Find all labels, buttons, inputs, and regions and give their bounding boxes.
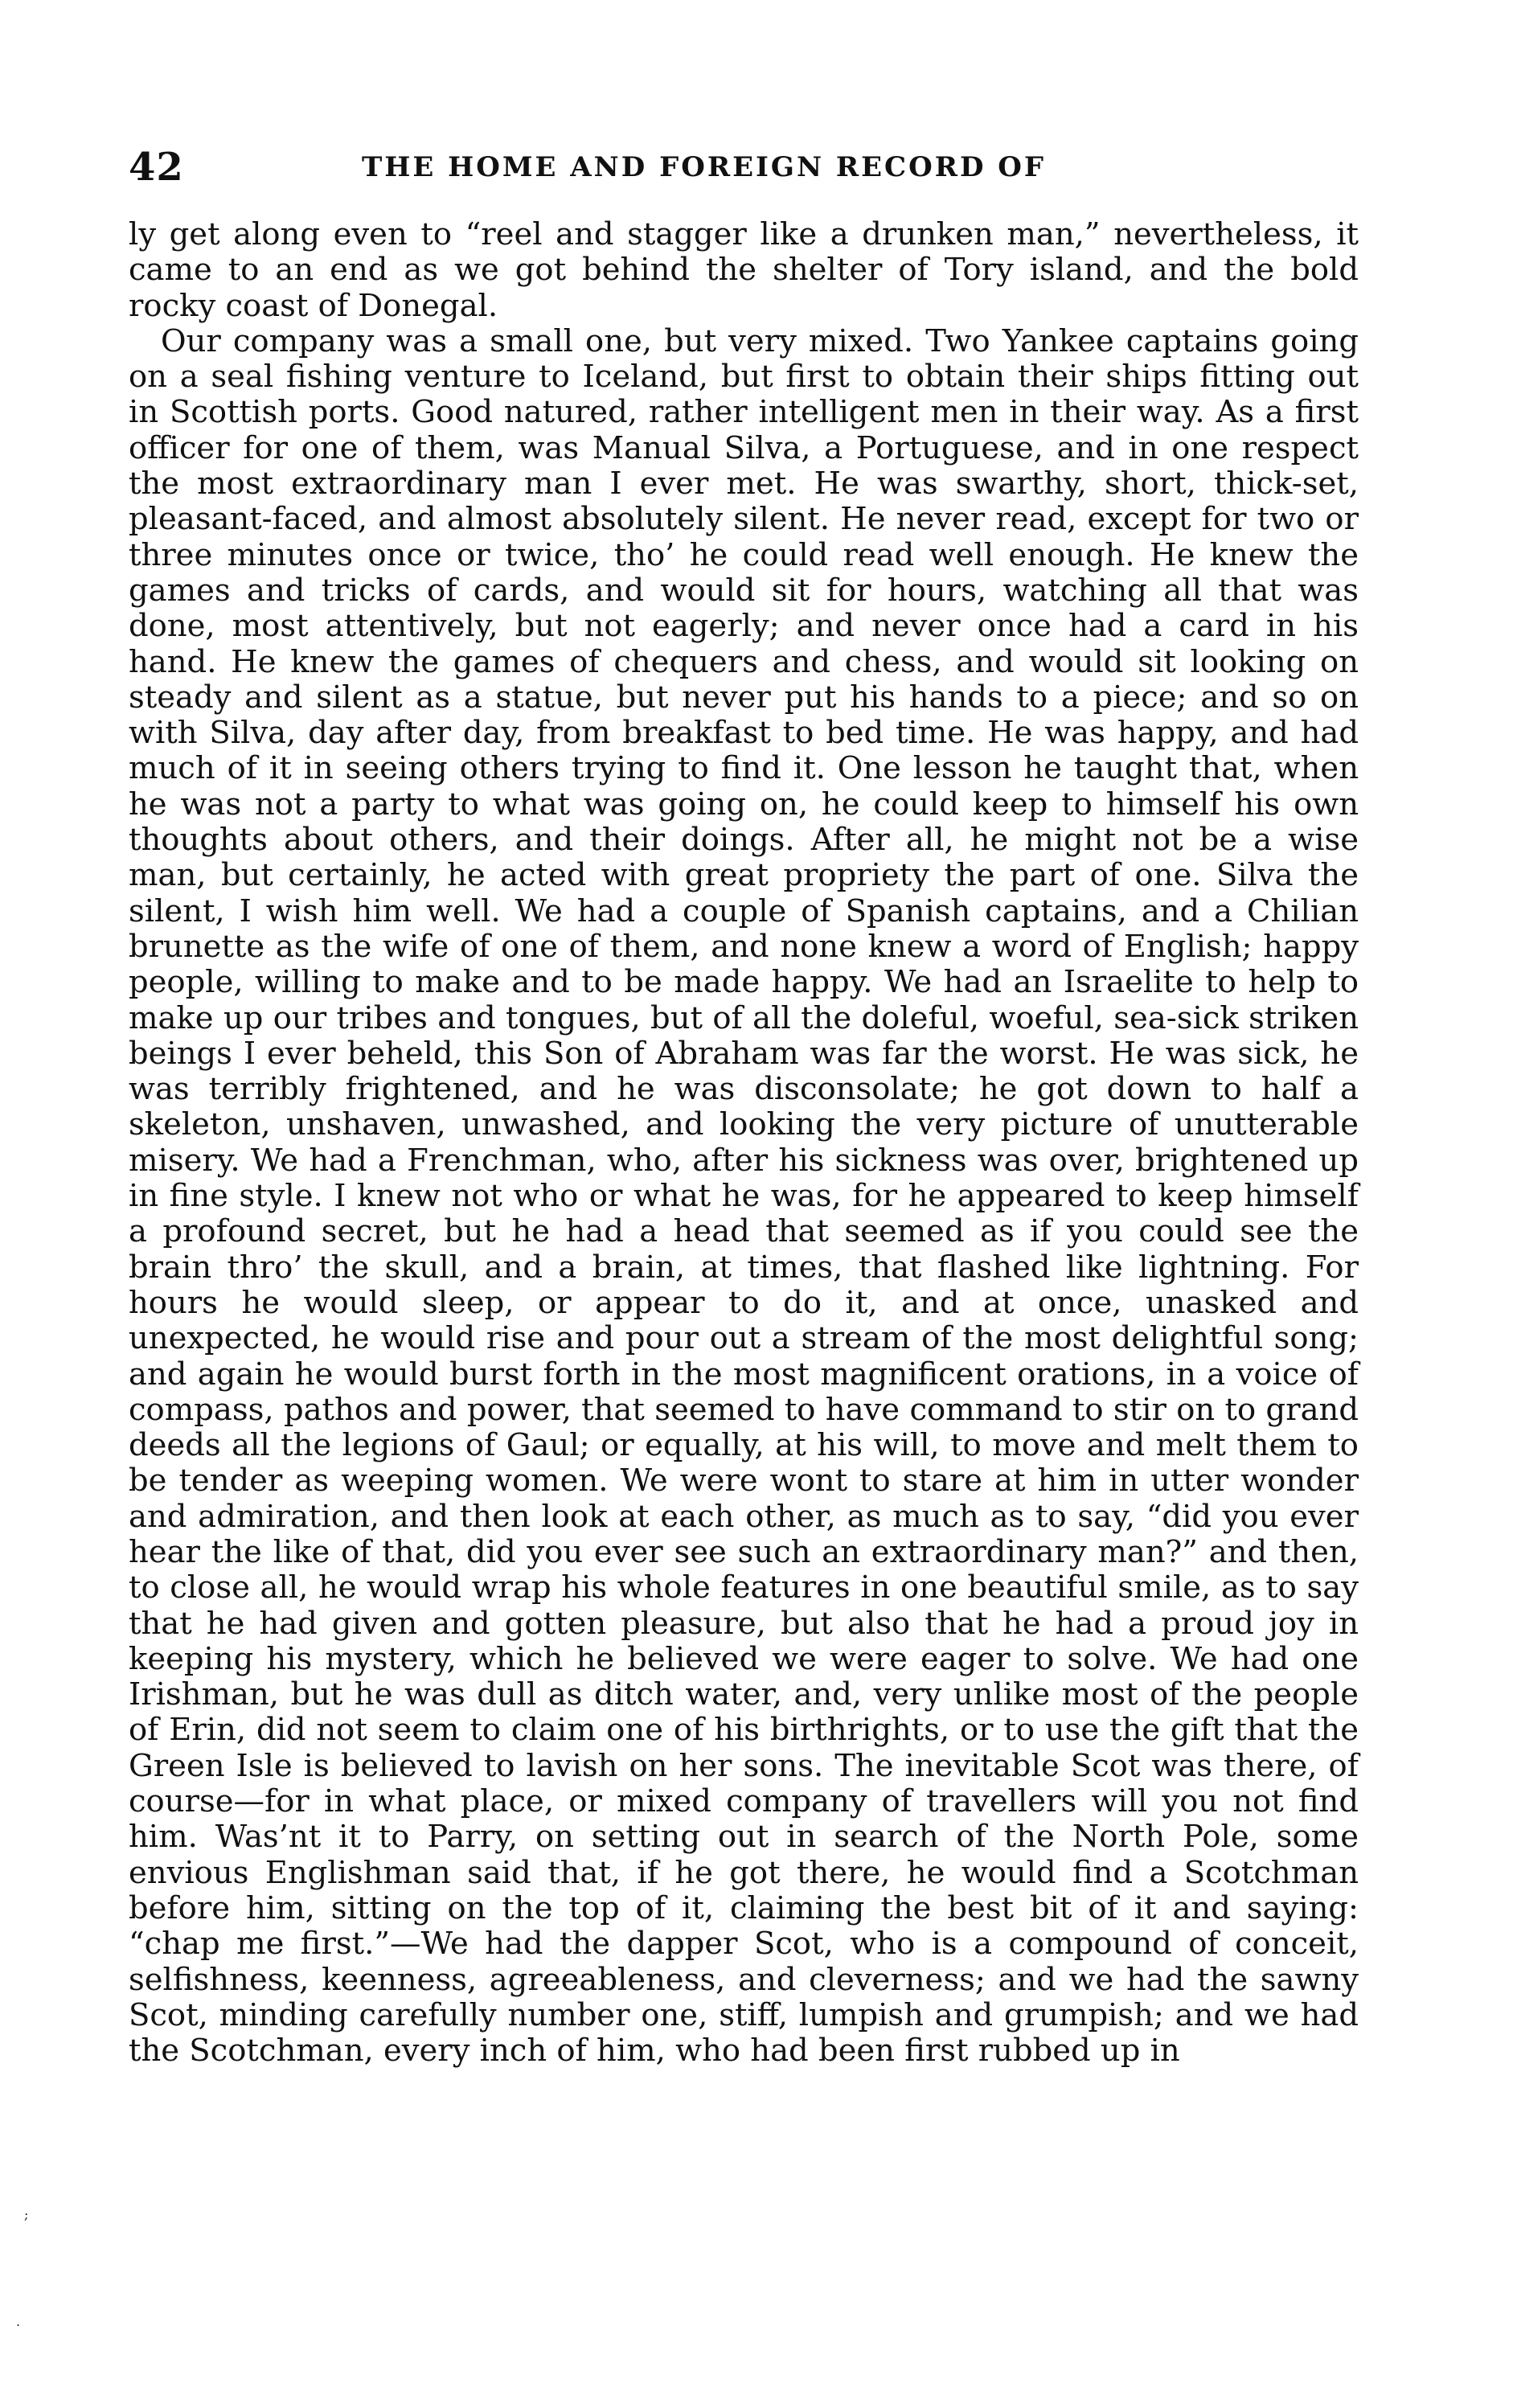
body-text [129,217,1359,2069]
page-number: 42 [129,145,184,190]
paragraph-2: Our company was a small one, but very mixed. Two Yankee captains going on a seal fishing venture to Iceland, but first to obtain their ships fitting out in Scottish ports. Good natured, rather intelligent men in their way. As a first officer for one of them, was Manual Silva, a Portuguese, and in one respect the most extraordinary man I ever met. He was swarthy, short, thick-set, pleasant-faced, and almost absolutely silent. He never read, except for two or three minutes once or twice, tho’ he could read well enough. He knew the games and tricks of cards, and would sit for hours, watching all that was done, most attentively, but not eagerly; and never once had a card in his hand. He knew the games of chequers and chess, and would sit looking on steady and silent as a statue, but never put his hands to a piece; and so on with Silva, day after day, from breakfast to bed time. He was happy, and had much of it in seeing others trying to find it. One lesson he taught that, when he was not a party to what was going on, he could keep to himself his own thoughts about others, and their doings. After all, he might not be a wise man, but certainly, he acted with great propriety the part of one. Silva the silent, I wish him well. We had a couple of Spanish captains, and a Chilian brunette as the wife of one of them, and none knew a word of English; happy people, willing to make and to be made happy. We had an Israelite to help to make up our tribes and tongues, but of all the doleful, woeful, sea-sick striken beings I ever beheld, this Son of Abraham was far the worst. He was sick, he was terribly frightened, and he was disconsolate; he got down to half a skeleton, unshaven, unwashed, and looking the very picture of unutterable misery. We had a Frenchman, who, after his sickness was over, brightened up in fine style. I knew not who or what he was, for he appeared to keep himself a profound secret, but he had a head that seemed as if you could see the brain thro’ the skull, and a brain, at times, that flashed like lightning. For hours he would sleep, or appear to do it, and at once, unasked and unexpected, he would rise and pour out a stream of the most delightful song; and again he would burst forth in the most magnificent orations, in a voice of compass, pathos and power, that seemed to have command to stir on to grand deeds all the legions of Gaul; or equally, at his will, to move and melt them to be tender as weeping women. We were wont to stare at him in utter wonder and admiration, and then look at each other, as much as to say, “did you ever hear the like of that, did you ever see such an extraordinary man?” and then, to close all, he would wrap his whole features in one beautiful smile, as to say that he had given and gotten pleasure, but also that he had a proud joy in keeping his mystery, which he believed we were eager to solve. We had one Irishman, but he was dull as ditch water, and, very unlike most of the people of Erin, did not seem to claim one of his birthrights, or to use the gift that the Green Isle is believed to lavish on her sons. The inevitable Scot was there, of course—for in what place, or mixed company of travellers will you not find him. Was’nt it to Parry, on setting out in search of the North Pole, some envious Englishman said that, if he got there, he would find a Scotchman before him, sitting on the top of it, claiming the best bit of it and saying: “chap me first.”—We had the dapper Scot, who is a compound of conceit, selfishness, keenness, agreeableness, and cleverness; and we had the sawny Scot, minding carefully number one, stiff, lumpish and grumpish; and we had the Scotchman, every inch of him, who had been first rubbed up in [129,322,1359,2070]
running-head [129,145,1359,201]
margin-mark: ; [24,2207,29,2222]
paragraph-1: ly get along even to “reel and stagger like a drunken man,” nevertheless, it came to an end as we got behind the shelter of Tory island, and the bold rocky coast of Donegal. [129,216,1359,324]
running-title: THE HOME AND FOREIGN RECORD OF [362,151,1047,183]
margin-mark: . [16,2314,21,2329]
